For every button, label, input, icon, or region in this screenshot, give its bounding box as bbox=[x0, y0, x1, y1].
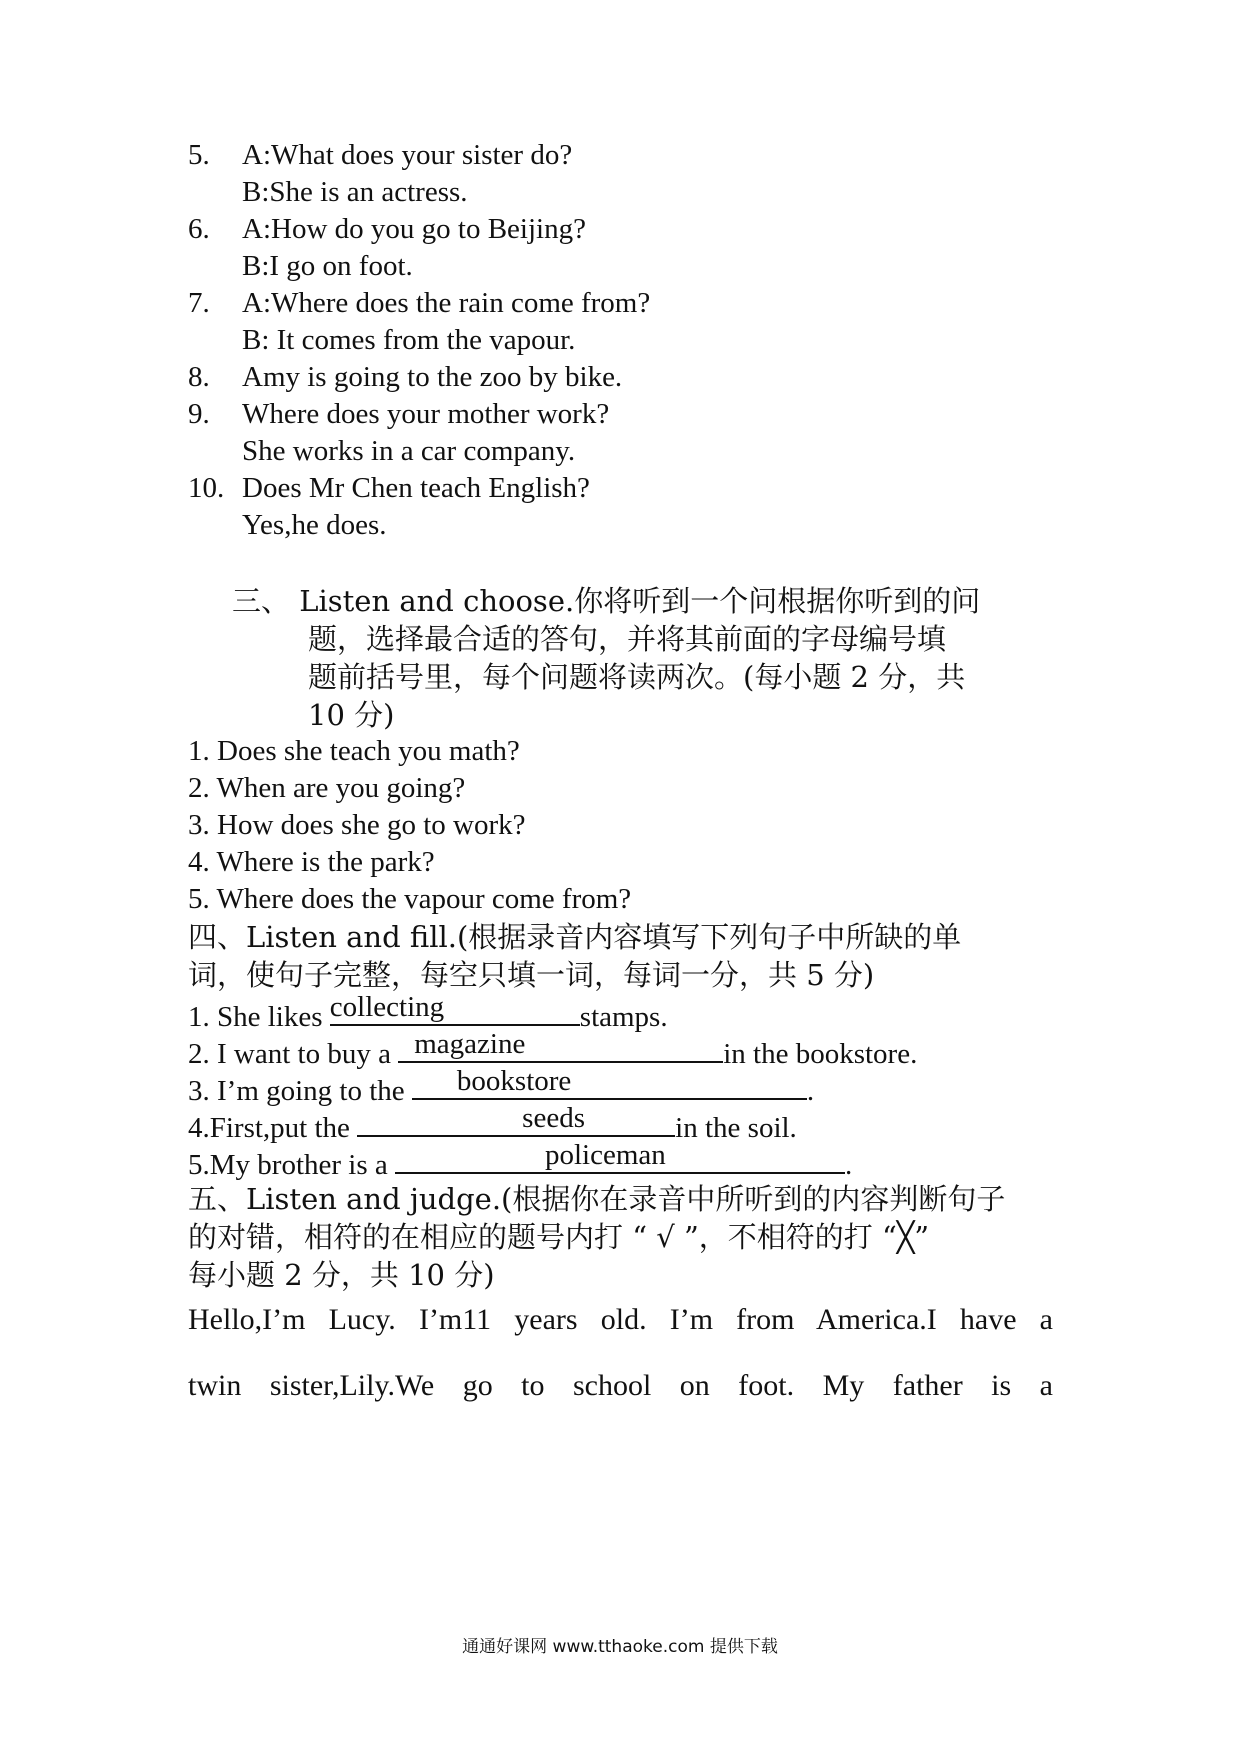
section-3-heading-line2: 题，选择最合适的答句，并将其前面的字母编号填 bbox=[308, 622, 947, 656]
section-3-item: 1. Does she teach you math? bbox=[188, 735, 520, 767]
item-10-answer: Yes,he does. bbox=[242, 509, 387, 541]
item-7-answer: B: It comes from the vapour. bbox=[242, 324, 576, 356]
item-10-question: 10. Does Mr Chen teach English? bbox=[188, 472, 590, 504]
passage-line-1: Hello,I’m Lucy. I’m11 years old. I’m from America.I have a bbox=[188, 1303, 1053, 1336]
item-9-question: 9. Where does your mother work? bbox=[188, 398, 610, 430]
section-3-item: 2. When are you going? bbox=[188, 772, 466, 804]
item-9-answer: She works in a car company. bbox=[242, 435, 576, 467]
item-7-question: 7. A:Where does the rain come from? bbox=[188, 287, 651, 319]
answer-blank[interactable]: policeman bbox=[395, 1144, 845, 1174]
fill-item-4: 4.First,put the seeds in the soil. bbox=[188, 1102, 797, 1144]
section-5-heading: 五、Listen and judge.(根据你在录音中所听到的内容判断句子 bbox=[188, 1182, 1006, 1216]
item-6-question: 6. A:How do you go to Beijing? bbox=[188, 213, 586, 245]
fill-item-1: 1. She likes collecting stamps. bbox=[188, 991, 668, 1033]
section-5-heading-line2: 的对错，相符的在相应的题号内打 “ √ ”，不相符的打 “╳” bbox=[188, 1220, 930, 1254]
item-6-answer: B:I go on foot. bbox=[242, 250, 413, 282]
answer-blank[interactable]: magazine bbox=[398, 1033, 723, 1063]
answer-blank[interactable]: collecting bbox=[330, 996, 580, 1026]
footer-source: 通通好课网 www.tthaoke.com 提供下载 bbox=[462, 1637, 778, 1657]
section-3-item: 5. Where does the vapour come from? bbox=[188, 883, 632, 915]
section-4-heading: 四、Listen and fill.(根据录音内容填写下列句子中所缺的单 bbox=[188, 920, 962, 954]
item-5-answer: B:She is an actress. bbox=[242, 176, 468, 208]
item-8: 8. Amy is going to the zoo by bike. bbox=[188, 361, 623, 393]
section-3-heading-line3: 题前括号里，每个问题将读两次。(每小题 2 分，共 bbox=[308, 660, 966, 694]
answer-blank[interactable]: seeds bbox=[357, 1107, 675, 1137]
fill-item-2: 2. I want to buy a magazine in the bookstore. bbox=[188, 1028, 918, 1070]
section-4-heading-line2: 词，使句子完整，每空只填一词，每词一分，共 5 分) bbox=[188, 958, 875, 992]
passage-line-2: twin sister,Lily.We go to school on foot. My father is a bbox=[188, 1369, 1053, 1402]
fill-item-5: 5.My brother is a policeman . bbox=[188, 1139, 853, 1181]
fill-item-3: 3. I’m going to the bookstore . bbox=[188, 1065, 815, 1107]
item-5-question: 5. A:What does your sister do? bbox=[188, 139, 573, 171]
answer-blank[interactable]: bookstore bbox=[412, 1070, 807, 1100]
section-3-heading-line4: 10 分) bbox=[308, 698, 395, 732]
section-3-item: 3. How does she go to work? bbox=[188, 809, 526, 841]
section-3-item: 4. Where is the park? bbox=[188, 846, 435, 878]
section-3-heading: 三、 Listen and choose.你将听到一个问根据你听到的问 bbox=[232, 584, 981, 618]
section-5-heading-line3: 每小题 2 分，共 10 分) bbox=[188, 1258, 495, 1292]
